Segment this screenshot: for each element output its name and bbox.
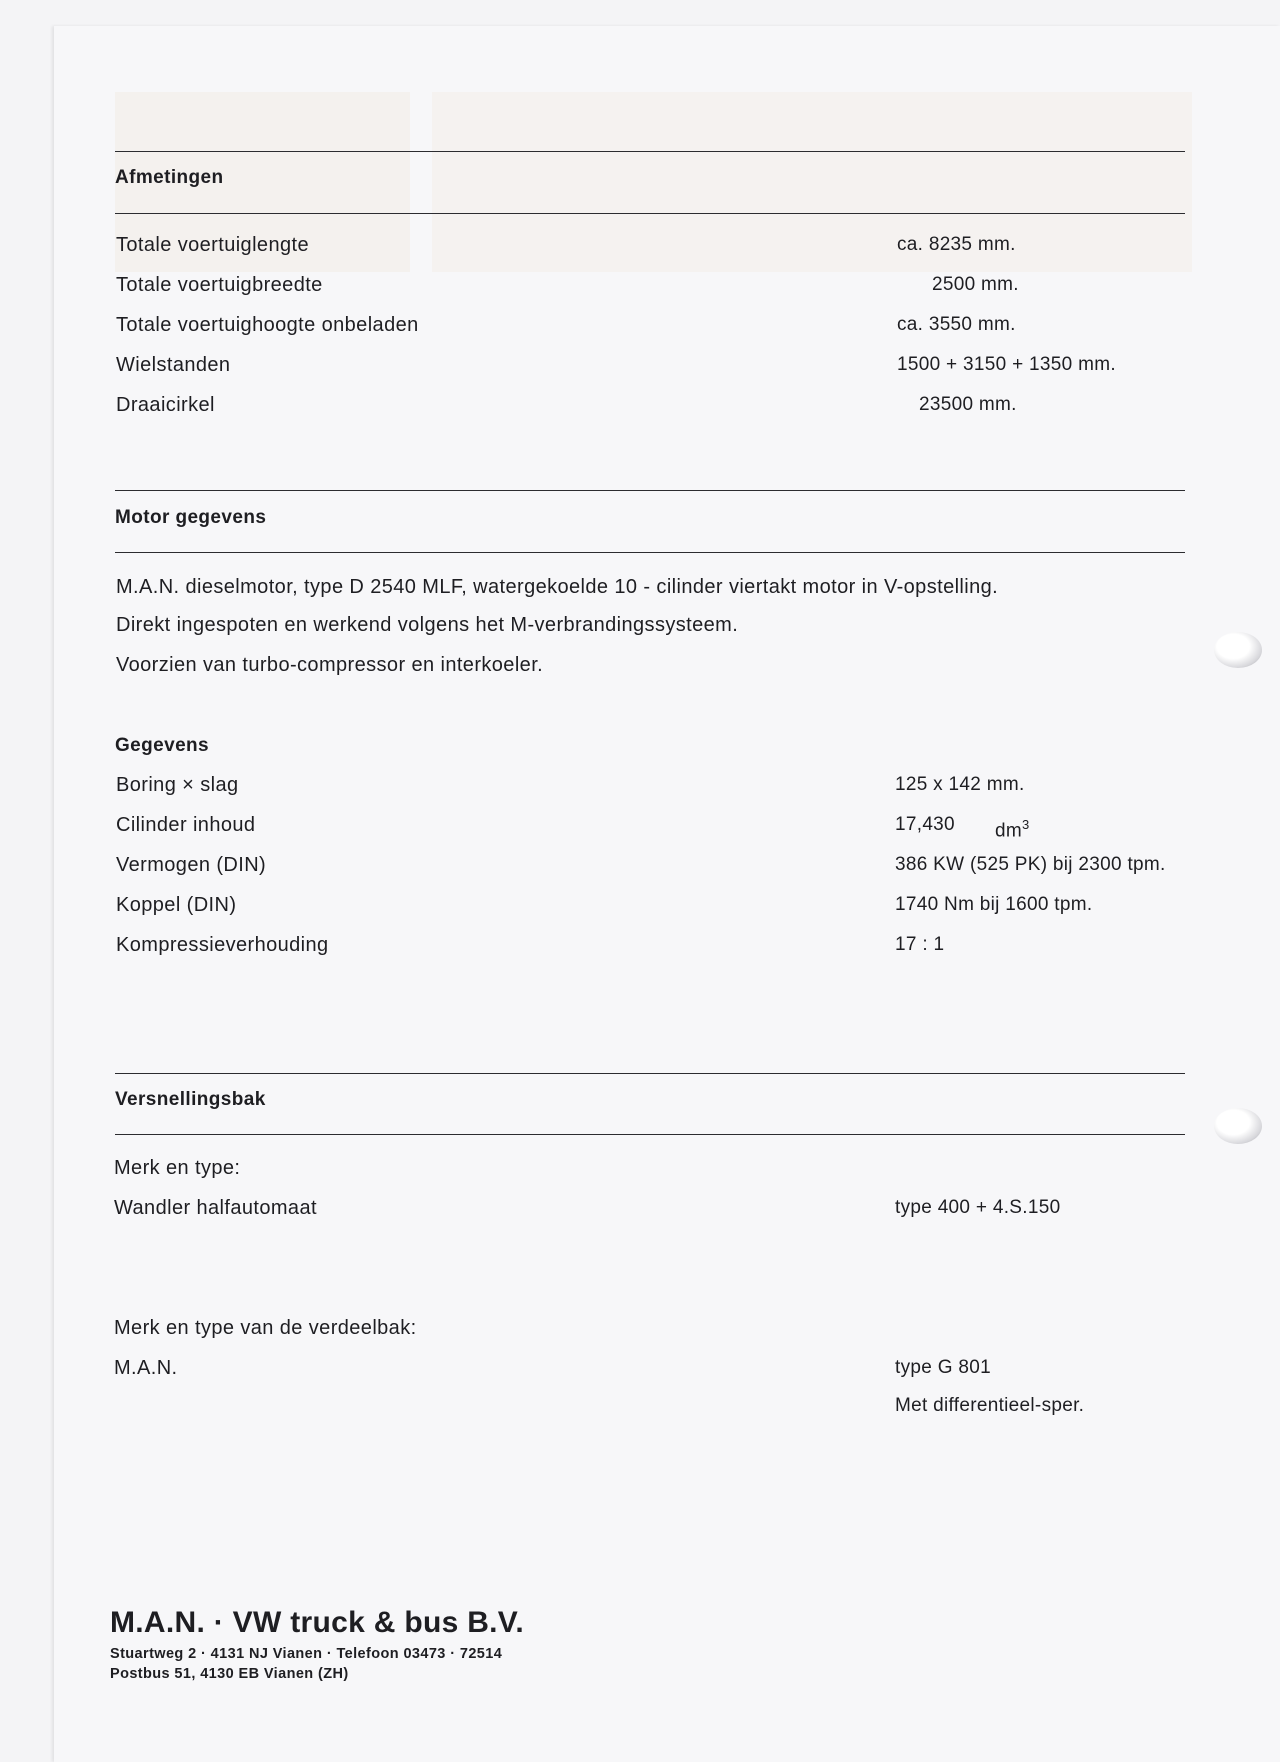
motor-description-line: Direkt ingespoten en werkend volgens het M-verbrandingssysteem. [116, 614, 739, 636]
spec-label: Kompressieverhouding [116, 934, 329, 956]
spec-label: Totale voertuiglengte [116, 234, 309, 256]
spec-label: Cilinder inhoud [116, 814, 256, 836]
spec-label: Koppel (DIN) [116, 894, 237, 916]
section-title-afmetingen: Afmetingen [115, 167, 224, 188]
section-title-gegevens: Gegevens [115, 735, 210, 756]
spec-value: 17 : 1 [895, 934, 945, 955]
spec-unit: $dm^3$ [995, 817, 1030, 842]
gearbox-value: type 400 + 4.S.150 [895, 1197, 1061, 1218]
motor-description-line: Voorzien van turbo-compressor en interkoeler. [116, 654, 544, 676]
spec-label: Vermogen (DIN) [116, 854, 267, 876]
section-rule [115, 1134, 1185, 1135]
spec-value: 2500 mm. [932, 274, 1019, 295]
spec-label: Boring × slag [116, 774, 239, 796]
unit-superscript: 3 [1022, 817, 1030, 832]
section-rule [115, 490, 1185, 491]
spec-label: Wielstanden [116, 354, 231, 376]
spec-label: Totale voertuigbreedte [116, 274, 323, 296]
spec-value: ca. 3550 mm. [897, 314, 1016, 335]
binder-hole [1214, 1108, 1262, 1144]
section-title-motor: Motor gegevens [115, 507, 267, 528]
spec-value: 17,430 [895, 814, 955, 835]
spec-value: 1500 + 3150 + 1350 mm. [897, 354, 1116, 375]
section-title-versnellingsbak: Versnellingsbak [115, 1089, 266, 1110]
spec-value: 386 KW (525 PK) bij 2300 tpm. [895, 854, 1166, 875]
spec-value: 125 x 142 mm. [895, 774, 1025, 795]
section-rule [115, 151, 1185, 152]
gearbox-name: Wandler halfautomaat [114, 1197, 317, 1219]
transfer-case-label: Merk en type van de verdeelbak: [114, 1317, 417, 1339]
company-postbox: Postbus 51, 4130 EB Vianen (ZH) [110, 1666, 349, 1682]
spec-value: 23500 mm. [919, 394, 1017, 415]
company-name: M.A.N. · VW truck & bus B.V. [110, 1606, 525, 1639]
scan-bleed-tint [432, 92, 1192, 272]
company-address: Stuartweg 2 · 4131 NJ Vianen · Telefoon 03473 · 72514 [110, 1646, 503, 1662]
section-rule [115, 552, 1185, 553]
transfer-case-value: type G 801 [895, 1357, 991, 1378]
section-rule [115, 213, 1185, 214]
gearbox-label: Merk en type: [114, 1157, 241, 1179]
spec-value: 1740 Nm bij 1600 tpm. [895, 894, 1093, 915]
section-rule [115, 1073, 1185, 1074]
transfer-case-note: Met differentieel-sper. [895, 1395, 1085, 1416]
spec-label: Draaicirkel [116, 394, 215, 416]
transfer-case-name: M.A.N. [114, 1357, 178, 1379]
motor-description-line: M.A.N. dieselmotor, type D 2540 MLF, watergekoelde 10 - cilinder viertakt motor in V-opstelling. [116, 576, 999, 598]
spec-label: Totale voertuighoogte onbeladen [116, 314, 419, 336]
spec-value: ca. 8235 mm. [897, 234, 1016, 255]
binder-hole [1214, 632, 1262, 668]
